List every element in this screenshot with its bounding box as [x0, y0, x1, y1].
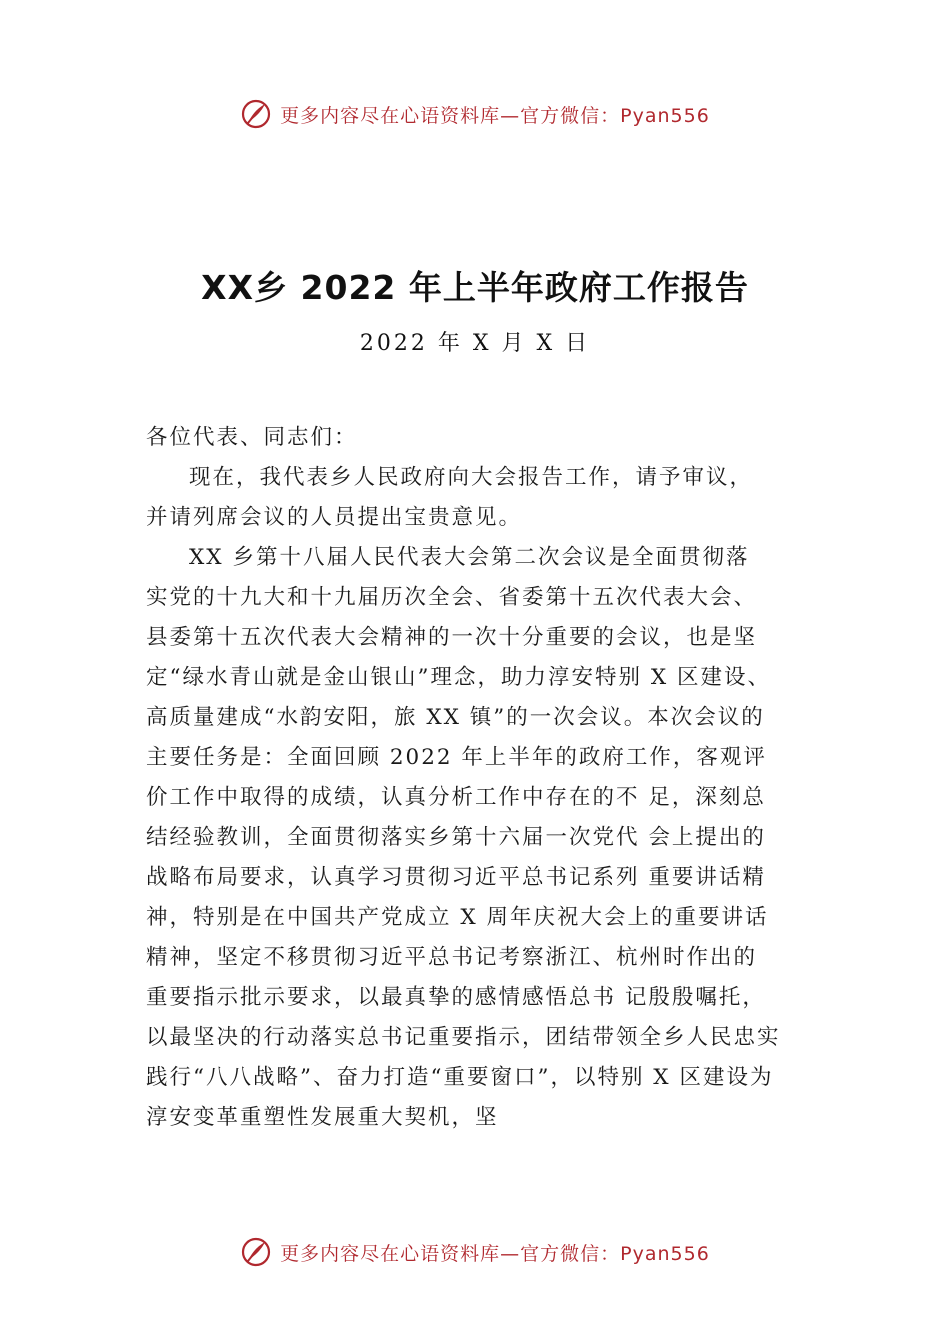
text-line: 结经验教训，全面贯彻落实乡第十六届一次党代 会上提出的: [146, 825, 766, 850]
document-date: 2022 年 X 月 X 日: [359, 331, 591, 356]
text-line: 重要指示批示要求，以最真挚的感情感悟总书 记殷殷嘱托，: [146, 985, 766, 1010]
salutation: 各位代表、同志们：: [146, 425, 358, 450]
text-line: 主要任务是：全面回顾 2022 年上半年的政府工作，客观评: [146, 745, 767, 770]
text-line: XX 乡第十八届人民代表大会第二次会议是全面贯彻落: [189, 545, 750, 570]
text-line: 现在，我代表乡人民政府向大会报告工作，请予审议，: [189, 465, 754, 490]
watermark-text: 更多内容尽在心语资料库—官方微信：Pyan556: [280, 104, 710, 127]
text-line: 实党的十九大和十九届历次全会、省委第十五次代表大会、: [146, 585, 758, 610]
paragraph-1: [146, 458, 832, 538]
text-line: 践行“八八战略”、奋力打造“重要窗口”，以特别 X 区建设为: [146, 1065, 774, 1090]
text-line: 价工作中取得的成绩，认真分析工作中存在的不 足，深刻总: [146, 785, 766, 810]
document-title: XX乡 2022 年上半年政府工作报告: [201, 268, 749, 307]
text-line: 并请列席会议的人员提出宝贵意见。: [146, 505, 523, 530]
watermark-text: 更多内容尽在心语资料库—官方微信：Pyan556: [280, 1242, 710, 1265]
text-line: 神，特别是在中国共产党成立 X 周年庆祝大会上的重要讲话: [146, 905, 769, 930]
text-line: 淳安变革重塑性发展重大契机，坚: [146, 1105, 499, 1130]
text-line: 高质量建成“水韵安阳，旅 XX 镇”的一次会议。本次会议的: [146, 705, 765, 730]
document-body: [146, 418, 832, 1138]
watermark-footer: [0, 1232, 950, 1272]
text-line: 以最坚决的行动落实总书记重要指示，团结带领全乡人民忠实: [146, 1025, 781, 1050]
text-line: 县委第十五次代表大会精神的一次十分重要的会议，也是坚: [146, 625, 758, 650]
text-line: 战略布局要求，认真学习贯彻习近平总书记系列 重要讲话精: [146, 865, 766, 890]
text-line: 定“绿水青山就是金山银山”理念，助力淳安特别 X 区建设、: [146, 665, 771, 690]
paragraph-2: [146, 538, 832, 1138]
watermark-header: [0, 94, 950, 134]
quill-logo-icon: [240, 1236, 272, 1268]
quill-logo-icon: [240, 98, 272, 130]
text-line: 精神，坚定不移贯彻习近平总书记考察浙江、杭州时作出的: [146, 945, 758, 970]
